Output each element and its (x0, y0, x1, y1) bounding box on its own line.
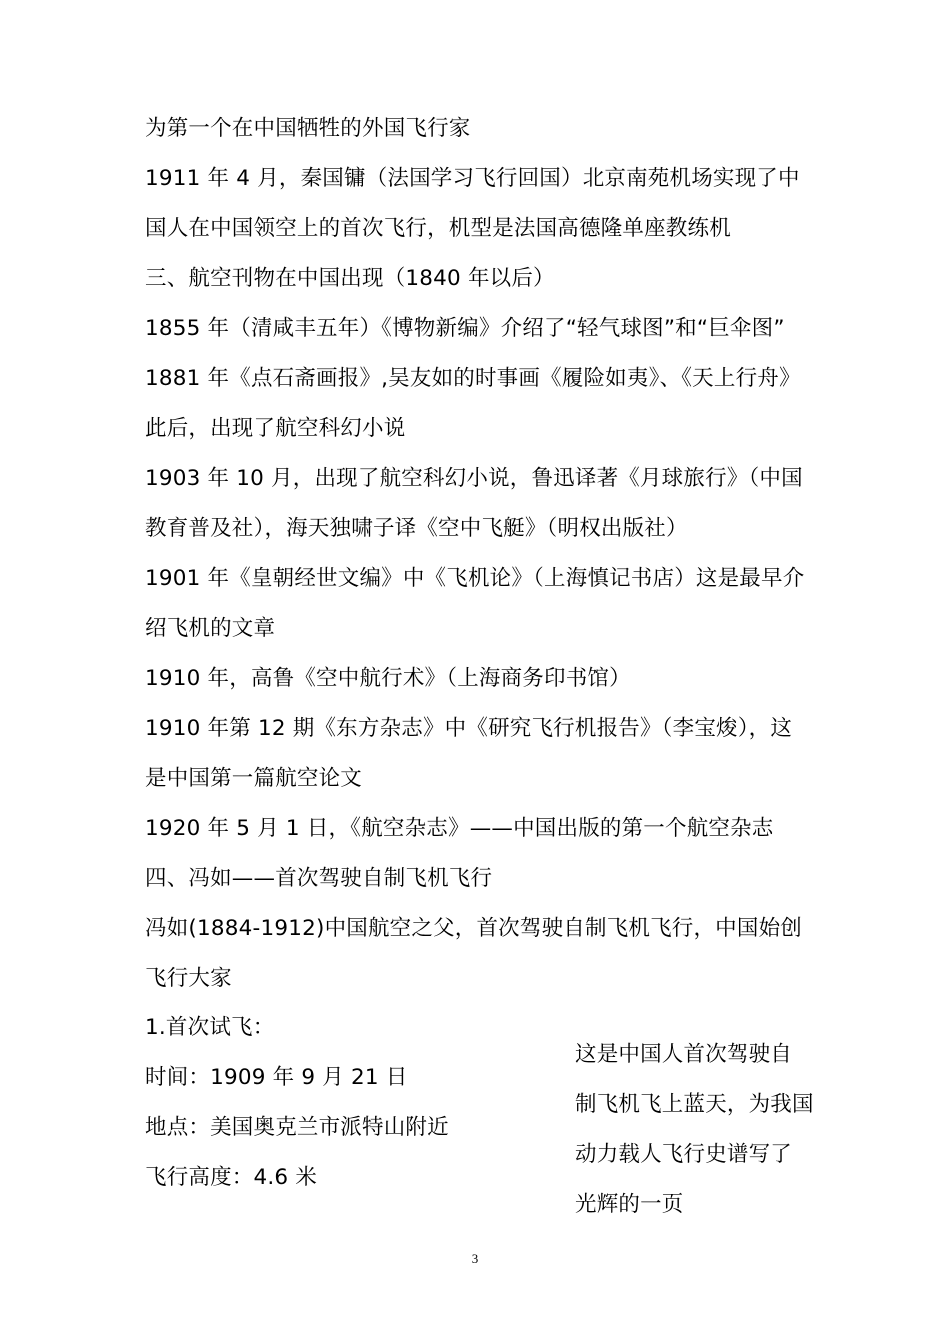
text-line: 是中国第一篇航空论文 (145, 766, 363, 791)
text-line: 国人在中国领空上的首次飞行，机型是法国高德隆单座教练机 (145, 216, 731, 241)
section-heading: 四、冯如——首次驾驶自制飞机飞行 (145, 866, 493, 891)
text-line: 飞行大家 (145, 966, 232, 991)
text-line: 1.首次试飞： (145, 1015, 275, 1040)
text-line: 1910 年，高鲁《空中航行术》（上海商务印书馆） (145, 666, 631, 691)
page-number: 3 (471, 1251, 479, 1266)
text-line: 1910 年第 12 期《东方杂志》中《研究飞行机报告》（李宝焌），这 (145, 716, 793, 741)
text-line: 教育普及社），海天独啸子译《空中飞艇》（明权出版社） (145, 516, 688, 541)
text-line: 1911 年 4 月，秦国镛（法国学习飞行回国）北京南苑机场实现了中 (145, 166, 800, 191)
text-line: 冯如(1884-1912)中国航空之父，首次驾驶自制飞机飞行，中国始创 (145, 916, 802, 941)
text-line: 地点：美国奥克兰市派特山附近 (145, 1115, 449, 1140)
text-line: 1901 年《皇朝经世文编》中《飞机论》（上海慎记书店）这是最早介 (145, 566, 805, 591)
text-line: 1855 年（清咸丰五年）《博物新编》介绍了“轻气球图”和“巨伞图” (145, 316, 785, 341)
text-line: 1881 年《点石斋画报》,吴友如的时事画《履险如夷》、《天上行舟》 (145, 366, 801, 391)
section-heading: 三、航空刊物在中国出现（1840 年以后） (145, 266, 555, 291)
text-line: 绍飞机的文章 (145, 616, 276, 641)
side-note-line: 动力载人飞行史谱写了 (575, 1142, 793, 1167)
text-line: 时间：1909 年 9 月 21 日 (145, 1065, 408, 1090)
text-line: 1903 年 10 月，出现了航空科幻小说，鲁迅译著《月球旅行》（中国 (145, 466, 803, 491)
text-line: 1920 年 5 月 1 日，《航空杂志》——中国出版的第一个航空杂志 (145, 816, 774, 841)
text-line: 飞行高度：4.6 米 (145, 1165, 318, 1190)
side-note-line: 制飞机飞上蓝天，为我国 (575, 1092, 814, 1117)
side-note-line: 光辉的一页 (575, 1192, 684, 1217)
text-line: 此后，出现了航空科幻小说 (145, 416, 406, 441)
text-line: 为第一个在中国牺牲的外国飞行家 (145, 116, 471, 141)
side-note-line: 这是中国人首次驾驶自 (575, 1042, 793, 1067)
